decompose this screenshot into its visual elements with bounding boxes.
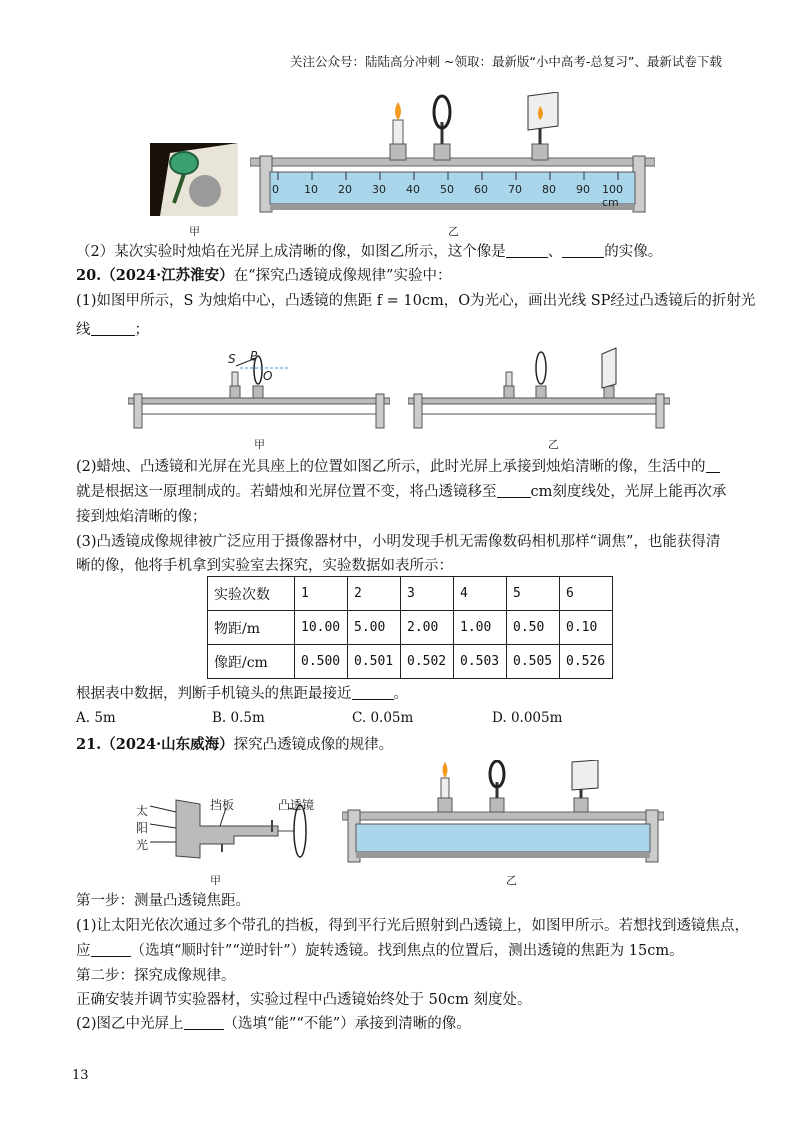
- q20-title: 20.（2024·江苏淮安）在“探究凸透镜成像规律”实验中：: [76, 267, 452, 284]
- tick-label: 10: [304, 183, 318, 196]
- table-cell: 2: [348, 577, 401, 611]
- q21-fig-left-caption: 甲: [210, 874, 221, 887]
- table-cell: 10.00: [295, 611, 348, 645]
- page-number: 13: [72, 1068, 89, 1083]
- option-a[interactable]: A. 5m: [76, 710, 116, 726]
- bench-top-caption: 乙: [448, 225, 459, 238]
- q21-title: 21.（2024·山东威海）探究凸透镜成像的规律。: [76, 736, 394, 753]
- q20-p2-line1: (2)蜡烛、凸透镜和光屏在光具座上的位置如图乙所示，此时光屏上承接到烛焰清晰的像，生活中的: [76, 457, 720, 477]
- table-row: [208, 577, 613, 611]
- sun-label: 太 阳 光: [136, 804, 149, 852]
- table-cell: 5.00: [348, 611, 401, 645]
- tick-label: 30: [372, 183, 386, 196]
- q20-figure-right: [408, 344, 670, 432]
- table-cell: 0.10: [560, 611, 613, 645]
- table-row-header: 实验次数: [208, 577, 295, 611]
- photo-caption: 甲: [189, 225, 200, 238]
- q20-p3-line2: 晰的像，他将手机拿到实验室去探究，实验数据如表所示：: [76, 558, 453, 574]
- table-cell: 4: [454, 577, 507, 611]
- tick-label: 40: [406, 183, 420, 196]
- q21-p1-line2: 应 （选填“顺时针”“逆时针”）旋转透镜。找到焦点的位置后，测出透镜的焦距为 15cm。: [76, 943, 684, 959]
- q21-step2-text: 正确安装并调节实验器材，实验过程中凸透镜始终处于 50cm 刻度处。: [76, 992, 532, 1008]
- table-cell: 0.526: [560, 645, 613, 679]
- label-S: S: [228, 352, 236, 366]
- table-cell: 0.50: [507, 611, 560, 645]
- label-P: P: [250, 349, 258, 363]
- table-row-header: 物距/m: [208, 611, 295, 645]
- optical-bench-top: [250, 92, 655, 220]
- photo-figure: [150, 143, 238, 216]
- q20-p3-question: 根据表中数据，判断手机镜头的焦距最接近 。: [76, 686, 408, 702]
- table-cell: 0.501: [348, 645, 401, 679]
- option-c[interactable]: C. 0.05m: [352, 710, 414, 726]
- tick-label: 20: [338, 183, 352, 196]
- option-b[interactable]: B. 0.5m: [212, 710, 265, 726]
- tick-label: 0: [272, 183, 279, 196]
- q20-p1-line2: 线 ；: [76, 322, 149, 338]
- q20-p2-line3: 接到烛焰清晰的像；: [76, 509, 207, 525]
- table-cell: 6: [560, 577, 613, 611]
- tick-label: 60: [474, 183, 488, 196]
- q21-step1: 第一步：测量凸透镜焦距。: [76, 893, 250, 909]
- q21-p2: (2)图乙中光屏上 （选填“能”“不能”）承接到清晰的像。: [76, 1016, 471, 1032]
- table-row: [208, 611, 613, 645]
- q21-step2: 第二步：探究成像规律。: [76, 968, 236, 984]
- tick-label: 70: [508, 183, 522, 196]
- q20-fig-left-caption: 甲: [254, 438, 265, 451]
- q21-p1-line1: (1)让太阳光依次通过多个带孔的挡板，得到平行光后照射到凸透镜上，如图甲所示。若想找到透镜焦点，: [76, 918, 750, 934]
- data-table: [207, 576, 613, 679]
- tick-label: 100 cm: [602, 183, 623, 209]
- q19-part2: （2）某次实验时烛焰在光屏上成清晰的像，如图乙所示，这个像是 、 的实像。: [76, 244, 663, 260]
- lens-label: 凸透镜: [278, 798, 315, 812]
- table-cell: 1: [295, 577, 348, 611]
- q21-fig-right-caption: 乙: [506, 874, 517, 887]
- page-header: 关注公众号：陆陆高分冲刺 ~领取：最新版“小中高考-总复习”、最新试卷下载: [290, 54, 722, 69]
- baffle-label: 挡板: [210, 798, 235, 812]
- q20-p3-line1: (3)凸透镜成像规律被广泛应用于摄像器材中，小明发现手机无需像数码相机那样“调焦”，也能获得清: [76, 534, 721, 550]
- table-cell: 0.502: [401, 645, 454, 679]
- table-cell: 1.00: [454, 611, 507, 645]
- label-O: O: [263, 369, 273, 383]
- table-cell: 3: [401, 577, 454, 611]
- table-row-header: 像距/cm: [208, 645, 295, 679]
- tick-label: 50: [440, 183, 454, 196]
- tick-label: 80: [542, 183, 556, 196]
- table-row: [208, 645, 613, 679]
- q20-figure-left: [128, 350, 390, 432]
- table-cell: 0.503: [454, 645, 507, 679]
- table-cell: 0.500: [295, 645, 348, 679]
- table-cell: 2.00: [401, 611, 454, 645]
- option-d[interactable]: D. 0.005m: [492, 710, 563, 726]
- q20-p1-line1: (1)如图甲所示，S 为烛焰中心，凸透镜的焦距 f = 10cm，O为光心，画出光线 SP经过凸透镜后的折射光: [76, 293, 756, 309]
- tick-label: 90: [576, 183, 590, 196]
- optical-bench-q21: [342, 760, 664, 870]
- q20-fig-right-caption: 乙: [548, 438, 559, 451]
- q20-p2-line2: 就是根据这一原理制成的。若蜡烛和光屏位置不变，将凸透镜移至 cm刻度线处，光屏上能再次承: [76, 484, 727, 500]
- table-cell: 0.505: [507, 645, 560, 679]
- table-cell: 5: [507, 577, 560, 611]
